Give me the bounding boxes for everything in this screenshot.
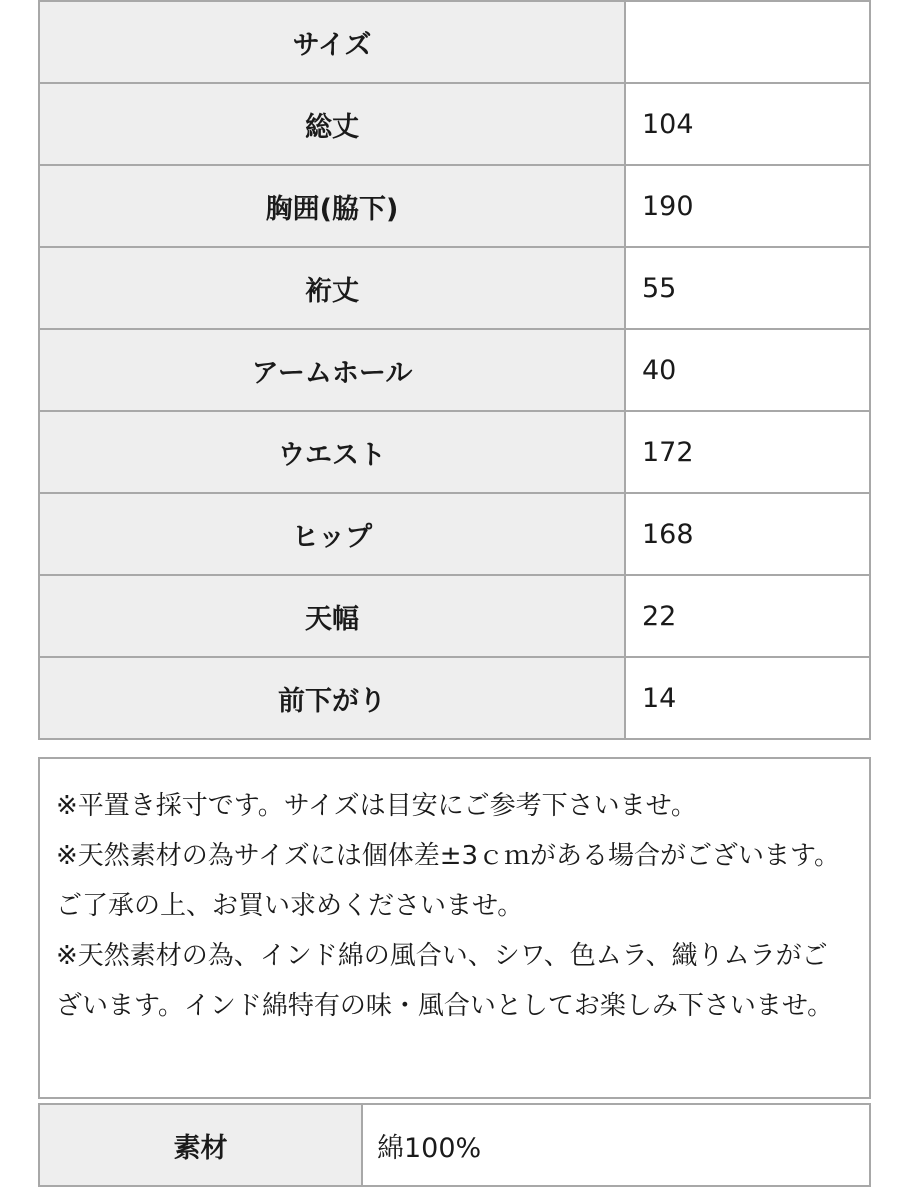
table-row	[39, 247, 870, 329]
row-label: アームホール	[39, 329, 625, 411]
row-value: 22	[625, 575, 870, 657]
table-row	[39, 1, 870, 83]
row-label: 天幅	[39, 575, 625, 657]
material-table	[38, 1103, 871, 1187]
note-text: ※天然素材の為、インド綿の風合い、シワ、色ムラ、織りムラがございます。インド綿特有の味・風合いとしてお楽しみ下さいませ。	[56, 941, 834, 1021]
row-label: サイズ	[39, 1, 625, 83]
note-text: ※天然素材の為サイズには個体差±3ｃｍがある場合がございます。ご了承の上、お買い求めくださいませ。	[56, 841, 840, 921]
row-value: 104	[625, 83, 870, 165]
material-label: 素材	[39, 1104, 362, 1186]
row-value: 172	[625, 411, 870, 493]
table-row	[39, 329, 870, 411]
table-row	[39, 83, 870, 165]
table-row	[39, 411, 870, 493]
row-label: ウエスト	[39, 411, 625, 493]
row-label: 裄丈	[39, 247, 625, 329]
table-row	[39, 657, 870, 739]
table-row	[39, 493, 870, 575]
row-label: 総丈	[39, 83, 625, 165]
row-value: 168	[625, 493, 870, 575]
table-row	[39, 1104, 870, 1186]
note-text: ※平置き採寸です。サイズは目安にご参考下さいませ。	[56, 791, 697, 821]
row-value: 190	[625, 165, 870, 247]
table-row	[39, 165, 870, 247]
row-value: 40	[625, 329, 870, 411]
size-table	[38, 0, 871, 740]
row-value: 55	[625, 247, 870, 329]
row-value	[625, 1, 870, 83]
row-label: 胸囲(脇下)	[39, 165, 625, 247]
notes-box	[38, 757, 871, 1099]
row-label: ヒップ	[39, 493, 625, 575]
table-row	[39, 575, 870, 657]
material-value: 綿100%	[362, 1104, 870, 1186]
row-value: 14	[625, 657, 870, 739]
row-label: 前下がり	[39, 657, 625, 739]
